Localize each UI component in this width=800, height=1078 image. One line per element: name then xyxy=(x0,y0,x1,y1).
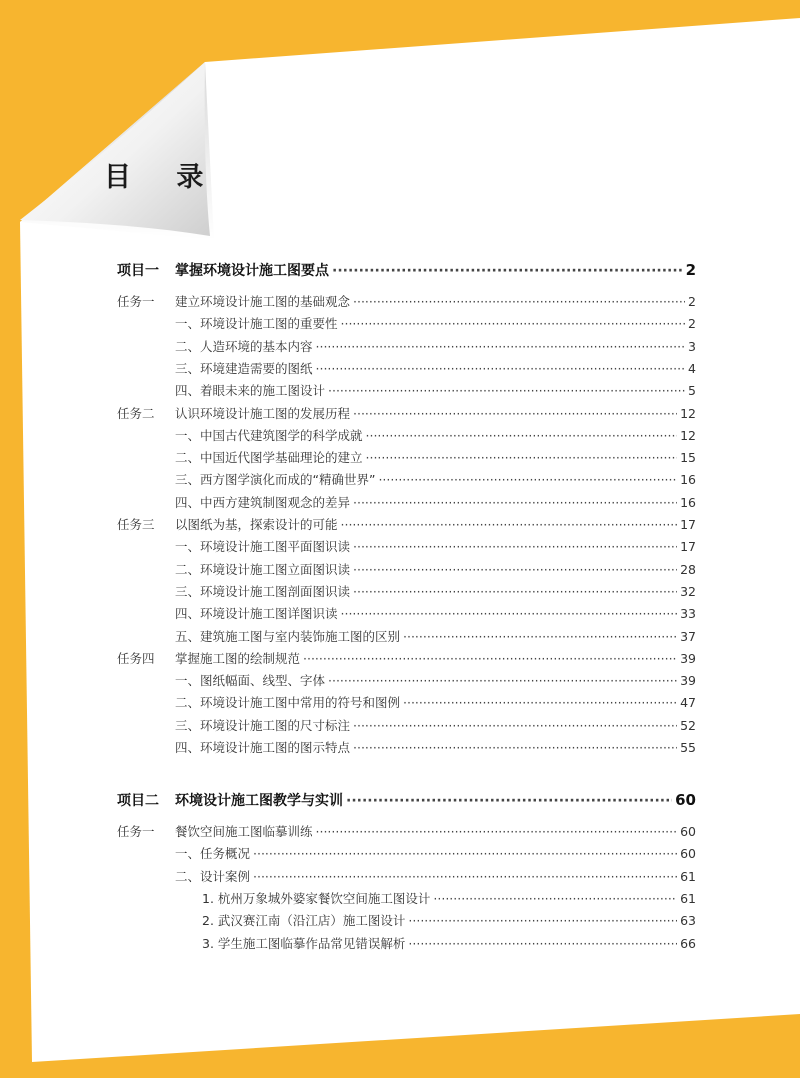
entry-title: 四、着眼未来的施工图设计 xyxy=(175,383,326,399)
entry-title: 一、中国古代建筑图学的科学成就 xyxy=(175,427,363,443)
entry-label: 任务一 xyxy=(117,294,155,309)
dot-leader xyxy=(353,495,677,510)
dot-leader xyxy=(253,869,677,884)
dot-leader xyxy=(328,383,685,398)
entry-title: 掌握环境设计施工图要点 xyxy=(175,263,329,279)
entry-title: 一、环境设计施工图平面图识读 xyxy=(175,539,351,555)
toc-entry[interactable] xyxy=(175,844,696,864)
dot-leader xyxy=(341,316,686,331)
entry-page: 17 xyxy=(680,539,696,555)
toc-entry[interactable] xyxy=(175,738,696,758)
dot-leader xyxy=(316,339,686,354)
toc-entry[interactable] xyxy=(117,515,696,535)
dot-leader xyxy=(303,651,677,666)
entry-label: 任务一 xyxy=(117,824,155,839)
entry-title: 五、建筑施工图与室内装饰施工图的区别 xyxy=(175,628,401,644)
entry-title: 认识环境设计施工图的发展历程 xyxy=(175,405,351,421)
entry-title: 二、环境设计施工图中常用的符号和图例 xyxy=(175,695,401,711)
entry-page: 2 xyxy=(688,294,696,309)
entry-page: 61 xyxy=(680,890,696,906)
entry-label: 项目二 xyxy=(117,793,159,809)
entry-title: 一、环境设计施工图的重要性 xyxy=(175,316,338,332)
entry-page: 37 xyxy=(680,628,696,644)
entry-title: 三、环境设计施工图剖面图识读 xyxy=(175,583,351,599)
entry-page: 15 xyxy=(680,450,696,466)
toc-entry[interactable] xyxy=(175,470,696,490)
dot-leader xyxy=(353,718,677,733)
page-title: 目 录 xyxy=(104,162,222,193)
toc-entry[interactable] xyxy=(175,867,696,887)
toc-entry[interactable] xyxy=(202,934,696,954)
dot-leader xyxy=(403,629,677,644)
entry-label: 项目一 xyxy=(117,263,159,279)
entry-title: 四、环境设计施工图的图示特点 xyxy=(175,740,351,755)
entry-title: 二、环境设计施工图立面图识读 xyxy=(175,561,351,577)
entry-label: 任务三 xyxy=(117,517,155,532)
entry-page: 52 xyxy=(680,717,696,733)
entry-title: 三、环境建造需要的图纸 xyxy=(175,360,313,376)
entry-title: 四、中西方建筑制图观念的差异 xyxy=(175,494,351,510)
entry-title: 2. 武汉赛江南（沿江店）施工图设计 xyxy=(202,913,406,929)
toc-entry[interactable] xyxy=(175,604,696,624)
entry-page: 16 xyxy=(680,472,696,488)
toc-entry[interactable] xyxy=(175,448,696,468)
entry-page: 28 xyxy=(680,561,696,577)
toc-entry[interactable] xyxy=(117,292,696,312)
toc-entry[interactable] xyxy=(175,560,696,580)
entry-label: 任务二 xyxy=(117,405,155,421)
entry-page: 33 xyxy=(680,606,696,622)
dot-leader xyxy=(408,936,677,951)
dot-leader xyxy=(328,673,677,688)
entry-title: 一、任务概况 xyxy=(175,846,251,862)
toc-entry[interactable] xyxy=(175,314,696,334)
entry-title: 掌握施工图的绘制规范 xyxy=(175,650,301,666)
entry-title: 二、设计案例 xyxy=(175,868,251,884)
dot-leader xyxy=(353,406,677,421)
dot-leader xyxy=(353,539,677,554)
entry-page: 60 xyxy=(680,846,696,862)
entry-page: 55 xyxy=(680,740,696,755)
entry-page: 2 xyxy=(685,261,696,279)
entry-page: 4 xyxy=(688,360,696,376)
entry-page: 39 xyxy=(680,673,696,689)
toc-entry[interactable] xyxy=(117,822,696,842)
toc-entry[interactable] xyxy=(117,649,696,669)
entry-title: 三、环境设计施工图的尺寸标注 xyxy=(175,717,351,733)
entry-page: 61 xyxy=(680,868,696,884)
toc-entry[interactable] xyxy=(117,404,696,424)
dot-leader xyxy=(332,263,683,279)
dot-leader xyxy=(433,891,677,906)
toc-entry[interactable] xyxy=(175,426,696,446)
dot-leader xyxy=(366,450,678,465)
toc-entry[interactable] xyxy=(175,493,696,513)
toc-entry[interactable] xyxy=(175,337,696,357)
entry-page: 12 xyxy=(680,405,696,421)
dot-leader xyxy=(366,428,678,443)
entry-page: 32 xyxy=(680,583,696,599)
dot-leader xyxy=(346,793,672,809)
entry-label: 任务四 xyxy=(117,650,155,666)
entry-page: 16 xyxy=(680,494,696,510)
dot-leader xyxy=(403,695,677,710)
dot-leader xyxy=(341,606,678,621)
entry-title: 环境设计施工图教学与实训 xyxy=(175,793,343,809)
entry-title: 四、环境设计施工图详图识读 xyxy=(175,606,338,622)
toc-entry[interactable] xyxy=(175,381,696,401)
dot-leader xyxy=(353,740,677,755)
entry-page: 47 xyxy=(680,695,696,711)
entry-page: 2 xyxy=(688,316,696,332)
toc-entry[interactable] xyxy=(175,627,696,647)
toc-entry[interactable] xyxy=(175,716,696,736)
entry-page: 5 xyxy=(688,383,696,399)
dot-leader xyxy=(316,361,686,376)
toc-entry[interactable] xyxy=(175,582,696,602)
toc-entry[interactable] xyxy=(202,911,696,931)
entry-page: 63 xyxy=(680,913,696,929)
entry-title: 餐饮空间施工图临摹训练 xyxy=(175,824,313,839)
toc-entry[interactable] xyxy=(175,359,696,379)
entry-page: 60 xyxy=(680,824,696,839)
toc-entry[interactable] xyxy=(175,693,696,713)
dot-leader xyxy=(353,562,677,577)
entry-title: 3. 学生施工图临摹作品常见错误解析 xyxy=(202,935,406,951)
dot-leader xyxy=(316,824,678,839)
entry-title: 二、中国近代图学基础理论的建立 xyxy=(175,450,363,466)
entry-page: 39 xyxy=(680,650,696,666)
entry-title: 三、西方图学演化而成的“精确世界” xyxy=(175,472,376,488)
toc-entry[interactable] xyxy=(175,671,696,691)
toc-entry[interactable] xyxy=(117,790,696,810)
entry-page: 66 xyxy=(680,935,696,951)
entry-title: 1. 杭州万象城外婆家餐饮空间施工图设计 xyxy=(202,890,431,906)
dot-leader xyxy=(341,517,678,532)
toc-entry[interactable] xyxy=(175,537,696,557)
entry-title: 一、图纸幅面、线型、字体 xyxy=(175,673,326,689)
dot-leader xyxy=(378,472,677,487)
dot-leader xyxy=(408,913,677,928)
entry-page: 3 xyxy=(688,338,696,354)
dot-leader xyxy=(353,584,677,599)
entry-page: 12 xyxy=(680,427,696,443)
entry-page: 17 xyxy=(680,517,696,532)
entry-page: 60 xyxy=(675,791,696,809)
toc-entry[interactable] xyxy=(202,889,696,909)
dot-leader xyxy=(353,294,685,309)
entry-title: 建立环境设计施工图的基础观念 xyxy=(175,294,351,309)
toc-entry[interactable] xyxy=(117,260,696,280)
entry-title: 以图纸为基，探索设计的可能 xyxy=(175,517,338,532)
entry-title: 二、人造环境的基本内容 xyxy=(175,338,313,354)
dot-leader xyxy=(253,846,677,861)
